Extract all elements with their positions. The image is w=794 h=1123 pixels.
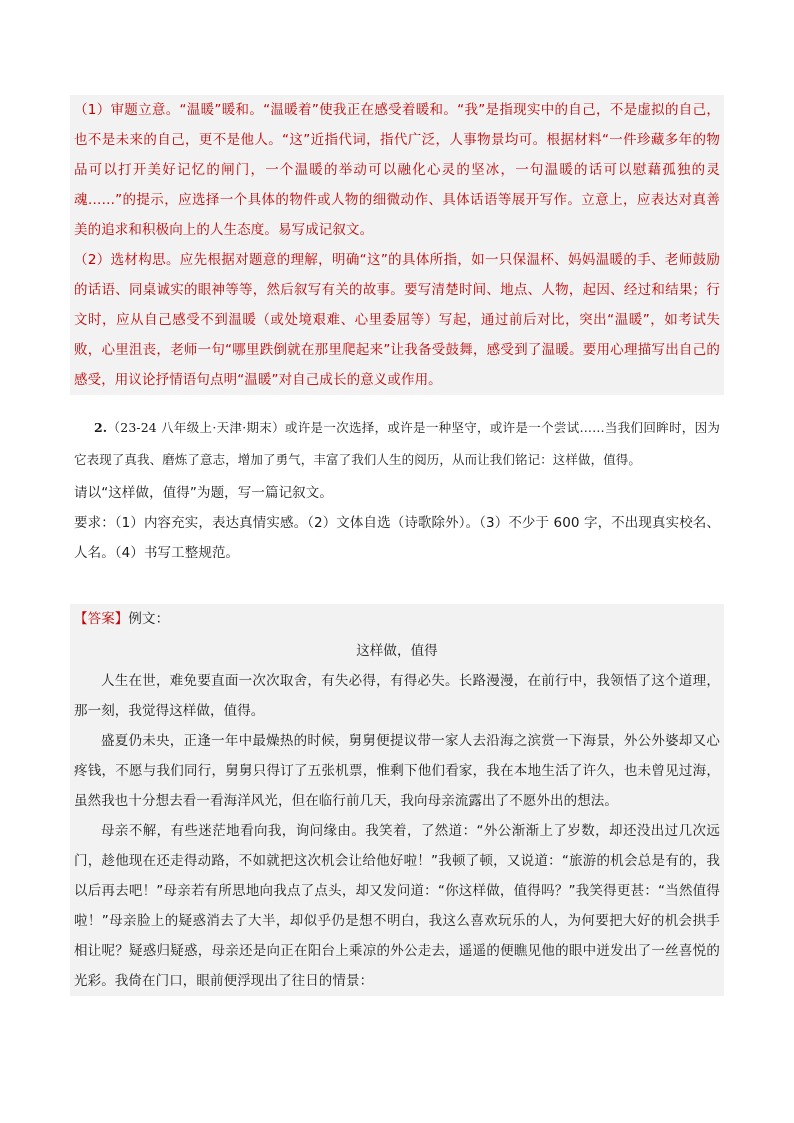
essay-paragraph: 人生在世，难免要直面一次次取舍，有失必得，有得必失。长路漫漫，在前行中，我领悟了这个道理，那一刻，我觉得这样做，值得。 [74,673,720,719]
question-prompt [70,412,724,476]
answer-section [70,604,724,996]
question-source: （23-24 八年级上·天津·期末） [107,420,285,435]
essay-paragraph: 母亲不解，有些迷茫地看向我，询问缘由。我笑着，了然道：“外公渐渐上了岁数，却还没出过几次远门，趁他现在还走得动路，不如就把这次机会让给他好啦！”我顿了顿，又说道：“旅游的机会总是有的，我以后再去吧！”母亲若有所思地向我点了点头，却又发问道：“你这样做，值得吗？”我笑得更甚：“当然值得啦！”母亲脸上的疑惑消去了大半，却似乎仍是想不明白，我这么喜欢玩乐的人，为何要把大好的机会拱手相让呢？疑惑归疑惑，母亲还是向正在阳台上乘凉的外公走去，遥遥的便瞧见他的眼中迸发出了一丝喜悦的光彩。我倚在门口，眼前便浮现出了往日的情景： [74,823,720,989]
question-2 [70,412,724,568]
essay-paragraph: 盛夏仍未央，正逢一年中最燥热的时候，舅舅便提议带一家人去沿海之滨赏一下海景，外公外婆却又心疼钱，不愿与我们同行，舅舅只得订了五张机票，惟剩下他们看家，我在本地生活了许久，也未曾见过海，虽然我也十分想去看一看海洋风光，但在临行前几天，我向母亲流露出了不愿外出的想法。 [74,733,720,809]
analysis-section [70,95,724,395]
answer-tag: 【答案】 [74,611,129,627]
question-number: 2. [94,420,108,435]
analysis-paragraph-1: （1）审题立意。“温暖”暖和。“温暖着”使我正在感受着暖和。“我”是指现实中的自己，不是虚拟的自己，也不是未来的自己，更不是他人。“这”近指代词，指代广泛，人事物景均可。根据材料“一件珍藏多年的物品可以打开美好记忆的闸门，一个温暖的举动可以融化心灵的坚冰，一句温暖的话可以慰藉孤独的灵魂……”的提示，应选择一个具体的物件或人物的细微动作、具体话语等展开写作。立意上，应表达对真善美的追求和积极向上的人生态度。易写成记叙文。 [74,102,720,238]
question-requirements: 要求：（1）内容充实，表达真情实感。（2）文体自选（诗歌除外）。（3）不少于 600 字，不出现真实校名、人名。（4）书写工整规范。 [74,515,720,561]
answer-label: 例文： [128,611,170,627]
analysis-paragraph-2: （2）选材构思。应先根据对题意的理解，明确“这”的具体所指，如一只保温杯、妈妈温暖的手、老师鼓励的话语、同桌诚实的眼神等等，然后叙写有关的故事。要写清楚时间、地点、人物，起因、经过和结果；行文时，应从自己感受不到温暖（或处境艰难、心里委屈等）写起，通过前后对比，突出“温暖”，如考试失败，心里沮丧，老师一句“哪里跌倒就在那里爬起来”让我备受鼓舞，感受到了温暖。要用心理描写出自己的感受，用议论抒情语句点明“温暖”对自己成长的意义或作用。 [74,252,720,388]
question-text: 或许是一次选择，或许是一种坚守，或许是一个尝试……当我们回眸时，因为它表现了真我、磨炼了意志，增加了勇气，丰富了我们人生的阅历，从而让我们铭记：这样做，值得。 [74,420,720,467]
question-task: 请以“这样做，值得”为题，写一篇记叙文。 [74,485,333,501]
essay-title: 这样做，值得 [356,643,438,659]
answer-header [70,604,724,634]
